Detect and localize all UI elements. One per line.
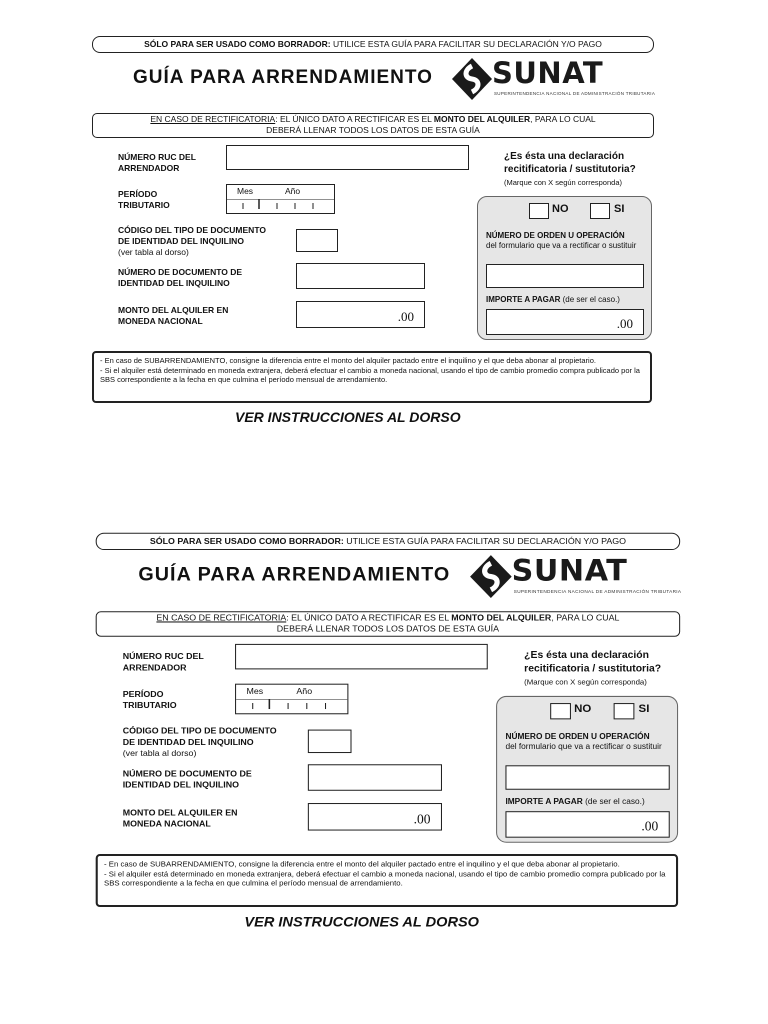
no-checkbox[interactable]	[550, 703, 571, 719]
periodo-input[interactable]	[226, 184, 335, 214]
sunat-diamond-logo-icon	[450, 56, 494, 102]
no-label: NO	[552, 203, 569, 215]
periodo-digit-ticks	[227, 199, 334, 209]
note-subarrendamiento: - En caso de SUBARRENDAMIENTO, consigne la diferencia entre el monto del alquiler pactado entre el inquilino y el que deba abonar al propietario.	[104, 859, 620, 869]
draft-notice: SÓLO PARA SER USADO COMO BORRADOR: UTILICE ESTA GUÍA PARA FACILITAR SU DECLARACIÓN Y/O PAGO	[92, 36, 654, 53]
form-title: GUÍA PARA ARRENDAMIENTO	[138, 564, 451, 586]
numdoc-input[interactable]	[296, 263, 425, 289]
note-moneda-extranjera: - Si el alquiler está determinado en moneda extranjera, deberá efectuar el cambio a moneda nacional, usando el tipo de cambio promedio compra publicado por la SBS correspondiente a la fecha en que culmina el período mensual de arrendamiento.	[104, 868, 666, 888]
ruc-label: NÚMERO RUC DEL ARRENDADOR	[118, 152, 196, 173]
numdoc-label: NÚMERO DE DOCUMENTO DE IDENTIDAD DEL INQUILINO	[122, 768, 252, 790]
no-checkbox[interactable]	[529, 203, 549, 219]
note-moneda-extranjera: - Si el alquiler está determinado en moneda extranjera, deberá efectuar el cambio a moneda nacional, usando el tipo de cambio promedio compra publicado por la SBS correspondiente a la fecha en que culmina el período mensual de arrendamiento.	[100, 365, 640, 384]
note-subarrendamiento: - En caso de SUBARRENDAMIENTO, consigne la diferencia entre el monto del alquiler pactado entre el inquilino y el que deba abonar al propietario.	[100, 356, 596, 365]
logo-text: SUNAT	[492, 56, 604, 90]
periodo-label: PERÍODO TRIBUTARIO	[118, 189, 170, 210]
sunat-diamond-logo-icon	[468, 553, 514, 600]
si-checkbox[interactable]	[590, 203, 610, 219]
sunat-logo	[450, 56, 656, 102]
rectificatoria-question: ¿Es ésta una declaración recitificatoria / sustitutoria? (Marque con X según corresponda)	[504, 151, 636, 187]
numdoc-input[interactable]	[308, 764, 442, 791]
codigo-label: CÓDIGO DEL TIPO DE DOCUMENTO DE IDENTIDAD DEL INQUILINO (ver tabla al dorso)	[118, 225, 266, 257]
rectificatoria-notice: EN CASO DE RECTIFICATORIA: EL ÚNICO DATO A RECTIFICAR ES EL MONTO DEL ALQUILER, PARA LO CUAL DEBERÁ LLENAR TODOS LOS DATOS DE ESTA GUÍA	[96, 611, 680, 637]
orden-input[interactable]	[486, 264, 644, 288]
anio-label: Año	[285, 186, 301, 196]
ruc-label: NÚMERO RUC DEL ARRENDADOR	[122, 651, 204, 673]
notes-box	[92, 351, 652, 403]
codigo-input[interactable]	[308, 730, 352, 753]
importe-input[interactable]: .00	[486, 309, 644, 335]
logo-subtitle: SUPERINTENDENCIA NACIONAL DE ADMINISTRACIÓN TRIBUTARIA	[494, 91, 656, 96]
ruc-input[interactable]	[235, 644, 488, 670]
rectificatoria-question: ¿Es ésta una declaración recitificatoria / sustitutoria? (Marque con X según corresponda)	[524, 650, 662, 687]
codigo-input[interactable]	[296, 229, 338, 252]
si-checkbox[interactable]	[614, 703, 635, 719]
form-title: GUÍA PARA ARRENDAMIENTO	[133, 67, 433, 88]
si-label: SI	[614, 203, 625, 215]
footer-instructions: VER INSTRUCCIONES AL DORSO	[244, 913, 480, 930]
no-label: NO	[574, 703, 592, 716]
importe-input[interactable]: .00	[505, 811, 669, 838]
periodo-label: PERÍODO TRIBUTARIO	[122, 688, 177, 711]
periodo-digit-ticks	[236, 699, 347, 709]
logo-text: SUNAT	[511, 553, 628, 588]
anio-label: Año	[296, 685, 313, 696]
monto-label: MONTO DEL ALQUILER EN MONEDA NACIONAL	[122, 807, 238, 829]
numdoc-label: NÚMERO DE DOCUMENTO DE IDENTIDAD DEL INQUILINO	[118, 267, 243, 288]
draft-notice: SÓLO PARA SER USADO COMO BORRADOR: UTILICE ESTA GUÍA PARA FACILITAR SU DECLARACIÓN Y/O PAGO	[96, 533, 680, 550]
sunat-logo	[468, 553, 682, 600]
footer-instructions: VER INSTRUCCIONES AL DORSO	[235, 409, 461, 425]
importe-label: IMPORTE A PAGAR (de ser el caso.)	[505, 796, 645, 807]
codigo-label: CÓDIGO DEL TIPO DE DOCUMENTO DE IDENTIDAD DEL INQUILINO (ver tabla al dorso)	[122, 725, 277, 759]
importe-label: IMPORTE A PAGAR (de ser el caso.)	[486, 295, 620, 304]
si-label: SI	[638, 703, 650, 716]
orden-input[interactable]	[505, 765, 669, 789]
monto-input[interactable]: .00	[308, 803, 442, 831]
rectificatoria-notice: EN CASO DE RECTIFICATORIA: EL ÚNICO DATO A RECTIFICAR ES EL MONTO DEL ALQUILER, PARA LO CUAL DEBERÁ LLENAR TODOS LOS DATOS DE ESTA GUÍA	[92, 113, 654, 138]
mes-label: Mes	[237, 186, 254, 196]
monto-label: MONTO DEL ALQUILER EN MONEDA NACIONAL	[118, 305, 229, 326]
notes-box	[96, 854, 678, 907]
periodo-input[interactable]	[235, 684, 348, 715]
orden-label: NÚMERO DE ORDEN U OPERACIÓN del formulario que va a rectificar o sustituir	[486, 231, 637, 250]
orden-label: NÚMERO DE ORDEN U OPERACIÓN del formulario que va a rectificar o sustituir	[505, 731, 662, 751]
logo-subtitle: SUPERINTENDENCIA NACIONAL DE ADMINISTRACIÓN TRIBUTARIA	[513, 588, 682, 594]
ruc-input[interactable]	[226, 145, 469, 170]
mes-label: Mes	[246, 685, 264, 696]
monto-input[interactable]: .00	[296, 301, 425, 328]
